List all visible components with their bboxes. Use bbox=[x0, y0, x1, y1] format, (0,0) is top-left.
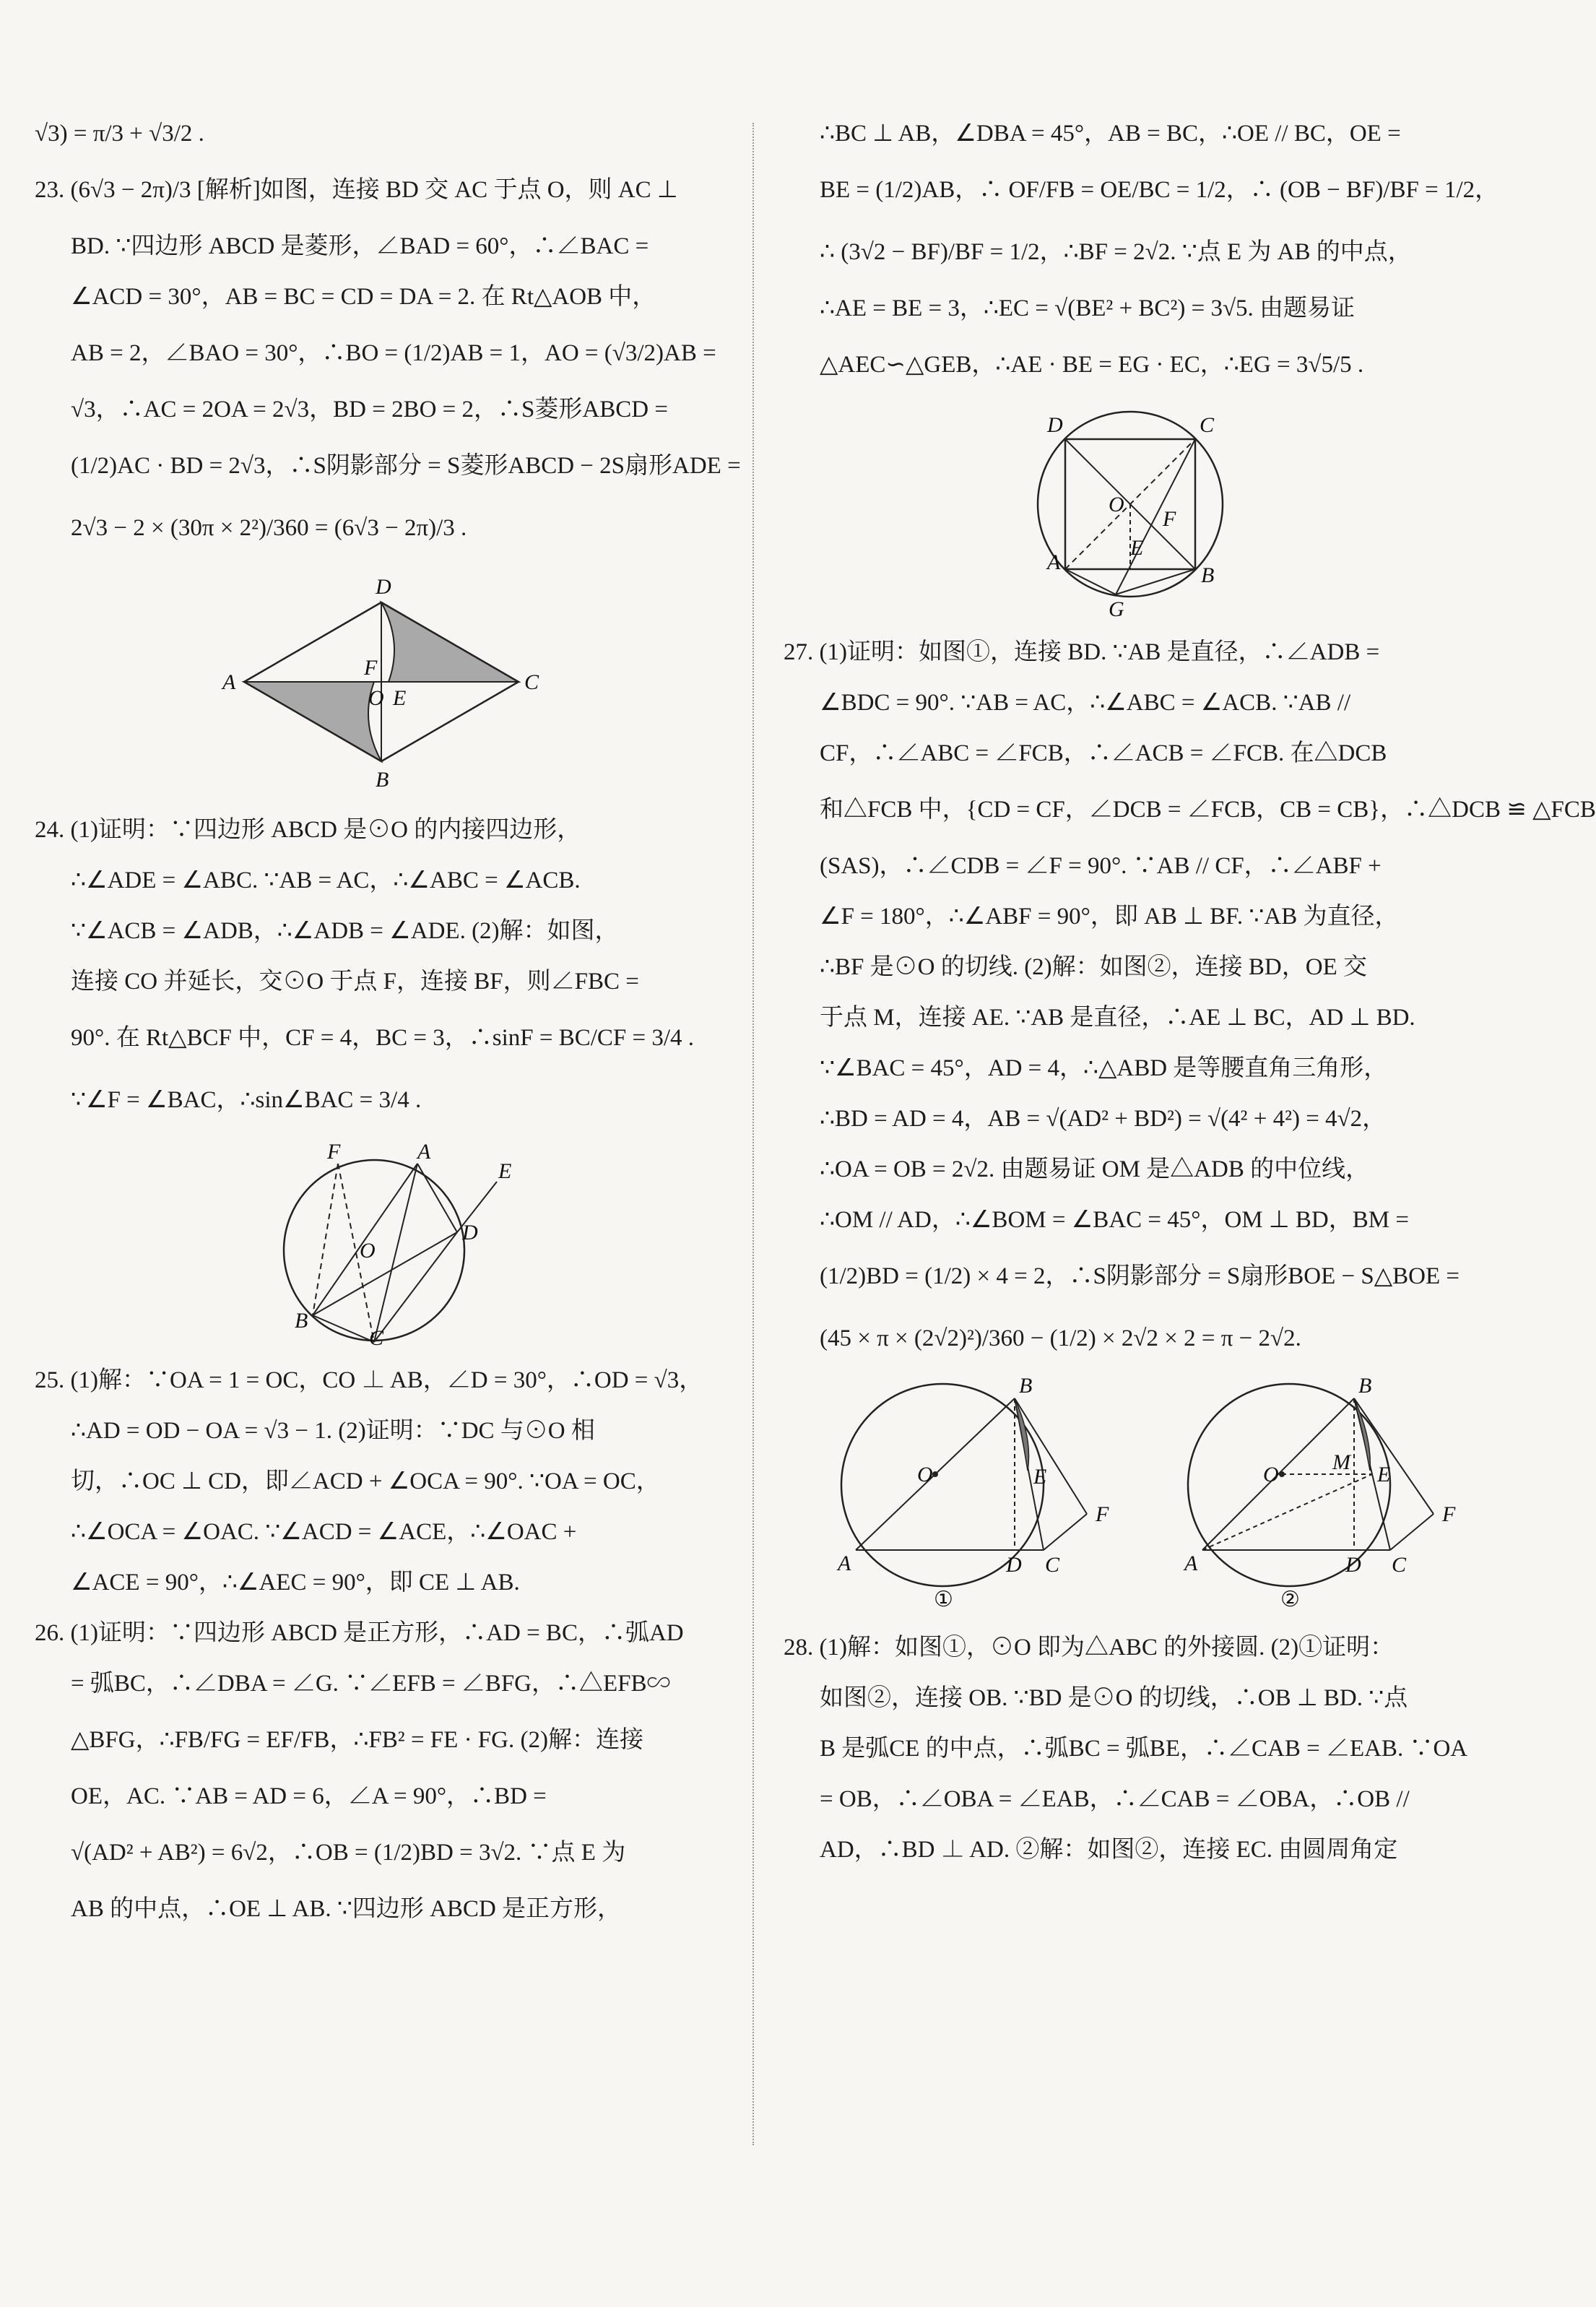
fig27b-label-m: M bbox=[1332, 1450, 1350, 1474]
fig27a-label-d: D bbox=[1006, 1553, 1022, 1577]
text-line: √(AD² + AB²) = 6√2，∴OB = (1/2)BD = 3√2. ∵点 E 为 bbox=[71, 1840, 626, 1866]
text-line: ∴BC ⊥ AB，∠DBA = 45°，AB = BC，∴OE // BC，OE = bbox=[820, 121, 1401, 147]
fig26-label-b: B bbox=[1201, 563, 1215, 587]
fig27b-label-a: A bbox=[1184, 1551, 1198, 1575]
fig27a-label-f: F bbox=[1096, 1502, 1109, 1526]
text-line: ∵∠BAC = 45°，AD = 4，∴△ABD 是等腰直角三角形， bbox=[820, 1055, 1388, 1081]
text-line: ∴∠ADE = ∠ABC. ∵AB = AC，∴∠ABC = ∠ACB. bbox=[71, 867, 581, 893]
text-line: ∴AE = BE = 3，∴EC = √(BE² + BC²) = 3√5. 由题易证 bbox=[820, 295, 1356, 321]
fig24-label-d: D bbox=[462, 1221, 478, 1245]
text-line: 切，∴OC ⊥ CD，即∠ACD + ∠OCA = 90°. ∵OA = OC， bbox=[71, 1468, 660, 1494]
fig27a-label-o: O bbox=[917, 1463, 933, 1486]
figure-23-rhombus bbox=[215, 566, 547, 797]
text-line: AB = 2，∠BAO = 30°，∴BO = (1/2)AB = 1，AO = (√3/2)AB = bbox=[71, 340, 716, 366]
fig23-label-a: A bbox=[222, 670, 236, 694]
fig23-label-e: E bbox=[393, 686, 407, 710]
text-line: ∴OA = OB = 2√2. 由题易证 OM 是△ADB 的中位线， bbox=[820, 1156, 1370, 1182]
fig23-label-b: B bbox=[376, 768, 389, 792]
fig27-caption-1: ① bbox=[934, 1588, 953, 1611]
fig24-label-b: B bbox=[295, 1309, 308, 1333]
problem-24-header: 24. (1)证明：∵四边形 ABCD 是⊙O 的内接四边形， bbox=[35, 817, 581, 843]
fig27b-label-e: E bbox=[1377, 1463, 1391, 1486]
text-line: CF，∴∠ABC = ∠FCB，∴∠ACB = ∠FCB. 在△DCB bbox=[820, 740, 1387, 766]
figure-27-pair bbox=[784, 1374, 1477, 1615]
text-line: = OB，∴∠OBA = ∠EAB，∴∠CAB = ∠OBA，∴OB // bbox=[820, 1786, 1410, 1812]
column-divider bbox=[753, 123, 754, 2145]
text-line: BD. ∵四边形 ABCD 是菱形，∠BAD = 60°，∴∠BAC = bbox=[71, 233, 649, 259]
left-column bbox=[35, 108, 741, 1934]
text-line: ∵∠F = ∠BAC，∴sin∠BAC = 3/4 . bbox=[71, 1087, 422, 1113]
fig24-label-e: E bbox=[498, 1159, 512, 1183]
fig27b-label-c: C bbox=[1392, 1553, 1407, 1577]
text-line: ∴ (3√2 − BF)/BF = 1/2，∴BF = 2√2. ∵点 E 为 AB 的中点， bbox=[820, 239, 1412, 265]
fig26-label-d: D bbox=[1047, 413, 1063, 437]
text-line: ∴OM // AD，∴∠BOM = ∠BAC = 45°，OM ⊥ BD，BM = bbox=[820, 1207, 1409, 1233]
fig24-label-c: C bbox=[369, 1326, 384, 1350]
fig26-label-g: G bbox=[1109, 597, 1124, 621]
problem-23-header: 23. (6√3 − 2π)/3 [解析]如图，连接 BD 交 AC 于点 O，则 AC ⊥ bbox=[35, 177, 678, 203]
text-line: √3，∴AC = 2OA = 2√3，BD = 2BO = 2，∴S菱形ABCD = bbox=[71, 397, 668, 423]
text-line: 于点 M，连接 AE. ∵AB 是直径，∴AE ⊥ BC，AD ⊥ BD. bbox=[820, 1005, 1415, 1031]
fig26-label-f: F bbox=[1163, 507, 1176, 531]
text-line: ∴BF 是⊙O 的切线. (2)解：如图②，连接 BD，OE 交 bbox=[820, 954, 1368, 980]
text-line: ∵∠ACB = ∠ADB，∴∠ADB = ∠ADE. (2)解：如图， bbox=[71, 918, 619, 944]
fig23-label-f: F bbox=[364, 656, 378, 680]
text-line: 如图②，连接 OB. ∵BD 是⊙O 的切线，∴OB ⊥ BD. ∵点 bbox=[820, 1685, 1408, 1711]
fig24-label-f: F bbox=[327, 1140, 341, 1164]
problem-25-header: 25. (1)解：∵OA = 1 = OC，CO ⊥ AB，∠D = 30°，∴OD = √3， bbox=[35, 1367, 703, 1393]
text-line: AB 的中点，∴OE ⊥ AB. ∵四边形 ABCD 是正方形， bbox=[71, 1896, 622, 1922]
fig27-caption-2: ② bbox=[1280, 1588, 1300, 1611]
fig27a-label-c: C bbox=[1045, 1553, 1060, 1577]
fig26-label-c: C bbox=[1200, 413, 1215, 437]
text-line: ∴∠OCA = ∠OAC. ∵∠ACD = ∠ACE，∴∠OAC + bbox=[71, 1519, 577, 1545]
text-line: 90°. 在 Rt△BCF 中，CF = 4，BC = 3，∴sinF = BC/CF = 3/4 . bbox=[71, 1025, 695, 1051]
text-line: 和△FCB 中，{CD = CF，∠DCB = ∠FCB，CB = CB}，∴△DCB ≌ △FCB bbox=[820, 797, 1596, 823]
problem-28-header: 28. (1)解：如图①，⊙O 即为△ABC 的外接圆. (2)①证明： bbox=[784, 1635, 1395, 1661]
text-line: △AEC∽△GEB，∴AE · BE = EG · EC，∴EG = 3√5/5 . bbox=[820, 352, 1364, 378]
text-line: ∴AD = OD − OA = √3 − 1. (2)证明：∵DC 与⊙O 相 bbox=[71, 1418, 595, 1444]
text-line: ∠BDC = 90°. ∵AB = AC，∴∠ABC = ∠ACB. ∵AB // bbox=[820, 690, 1351, 716]
fig23-label-o: O bbox=[368, 686, 384, 710]
figure-26-square-circle bbox=[1015, 403, 1246, 620]
text-line: (1/2)AC · BD = 2√3，∴S阴影部分 = S菱形ABCD − 2S扇形ADE = bbox=[71, 453, 741, 479]
text-line: ∴BD = AD = 4，AB = √(AD² + BD²) = √(4² + 4²) = 4√2， bbox=[820, 1106, 1387, 1132]
text-line: ∠ACD = 30°，AB = BC = CD = DA = 2. 在 Rt△AOB 中， bbox=[71, 284, 656, 310]
fig26-label-o: O bbox=[1109, 493, 1124, 516]
fig23-label-d: D bbox=[376, 575, 391, 599]
text-line: BE = (1/2)AB，∴ OF/FB = OE/BC = 1/2，∴ (OB − BF)/BF = 1/2， bbox=[820, 177, 1499, 203]
text-line: ∠F = 180°，∴∠ABF = 90°，即 AB ⊥ BF. ∵AB 为直径， bbox=[820, 904, 1399, 930]
fig24-label-a: A bbox=[417, 1140, 431, 1164]
text-line: ∠ACE = 90°，∴∠AEC = 90°，即 CE ⊥ AB. bbox=[71, 1570, 520, 1596]
fig26-label-a: A bbox=[1047, 550, 1061, 574]
fig27a-label-a: A bbox=[838, 1551, 851, 1575]
text-line: 连接 CO 并延长，交⊙O 于点 F，连接 BF，则∠FBC = bbox=[71, 969, 639, 995]
fig27a-label-e: E bbox=[1033, 1465, 1047, 1489]
fig27b-label-d: D bbox=[1345, 1553, 1361, 1577]
fig27b-label-b: B bbox=[1358, 1374, 1372, 1398]
right-column bbox=[784, 108, 1596, 1875]
text-line: = 弧BC，∴∠DBA = ∠G. ∵∠EFB = ∠BFG，∴△EFB∽ bbox=[71, 1671, 671, 1697]
fig24-label-o: O bbox=[360, 1239, 376, 1263]
problem-27-header: 27. (1)证明：如图①，连接 BD. ∵AB 是直径，∴∠ADB = bbox=[784, 639, 1380, 665]
fig27b-label-o: O bbox=[1263, 1463, 1279, 1486]
fig23-label-c: C bbox=[524, 670, 539, 694]
text-line: (45 × π × (2√2)²)/360 − (1/2) × 2√2 × 2 = π − 2√2. bbox=[820, 1325, 1301, 1351]
fig26-label-e: E bbox=[1130, 536, 1144, 560]
text-line: △BFG，∴FB/FG = EF/FB，∴FB² = FE · FG. (2)解：连接 bbox=[71, 1727, 643, 1753]
text-line: (SAS)，∴∠CDB = ∠F = 90°. ∵AB // CF，∴∠ABF + bbox=[820, 853, 1382, 879]
text-line: OE，AC. ∵AB = AD = 6，∠A = 90°，∴BD = bbox=[71, 1783, 547, 1809]
text-line: √3) = π/3 + √3/2 . bbox=[35, 121, 204, 147]
text-line: 2√3 − 2 × (30π × 2²)/360 = (6√3 − 2π)/3 . bbox=[71, 515, 467, 541]
text-line: B 是弧CE 的中点，∴弧BC = 弧BE，∴∠CAB = ∠EAB. ∵OA bbox=[820, 1736, 1468, 1762]
text-line: AD，∴BD ⊥ AD. ②解：如图②，连接 EC. 由圆周角定 bbox=[820, 1837, 1398, 1863]
figure-27-1 bbox=[836, 1374, 1109, 1611]
fig27a-label-b: B bbox=[1019, 1374, 1033, 1398]
figure-27-2 bbox=[1183, 1374, 1456, 1611]
fig27b-label-f: F bbox=[1442, 1502, 1456, 1526]
figure-24-circle bbox=[244, 1138, 519, 1348]
problem-26-header: 26. (1)证明：∵四边形 ABCD 是正方形，∴AD = BC，∴弧AD bbox=[35, 1620, 684, 1646]
text-line: (1/2)BD = (1/2) × 4 = 2，∴S阴影部分 = S扇形BOE − S△BOE = bbox=[820, 1263, 1460, 1289]
